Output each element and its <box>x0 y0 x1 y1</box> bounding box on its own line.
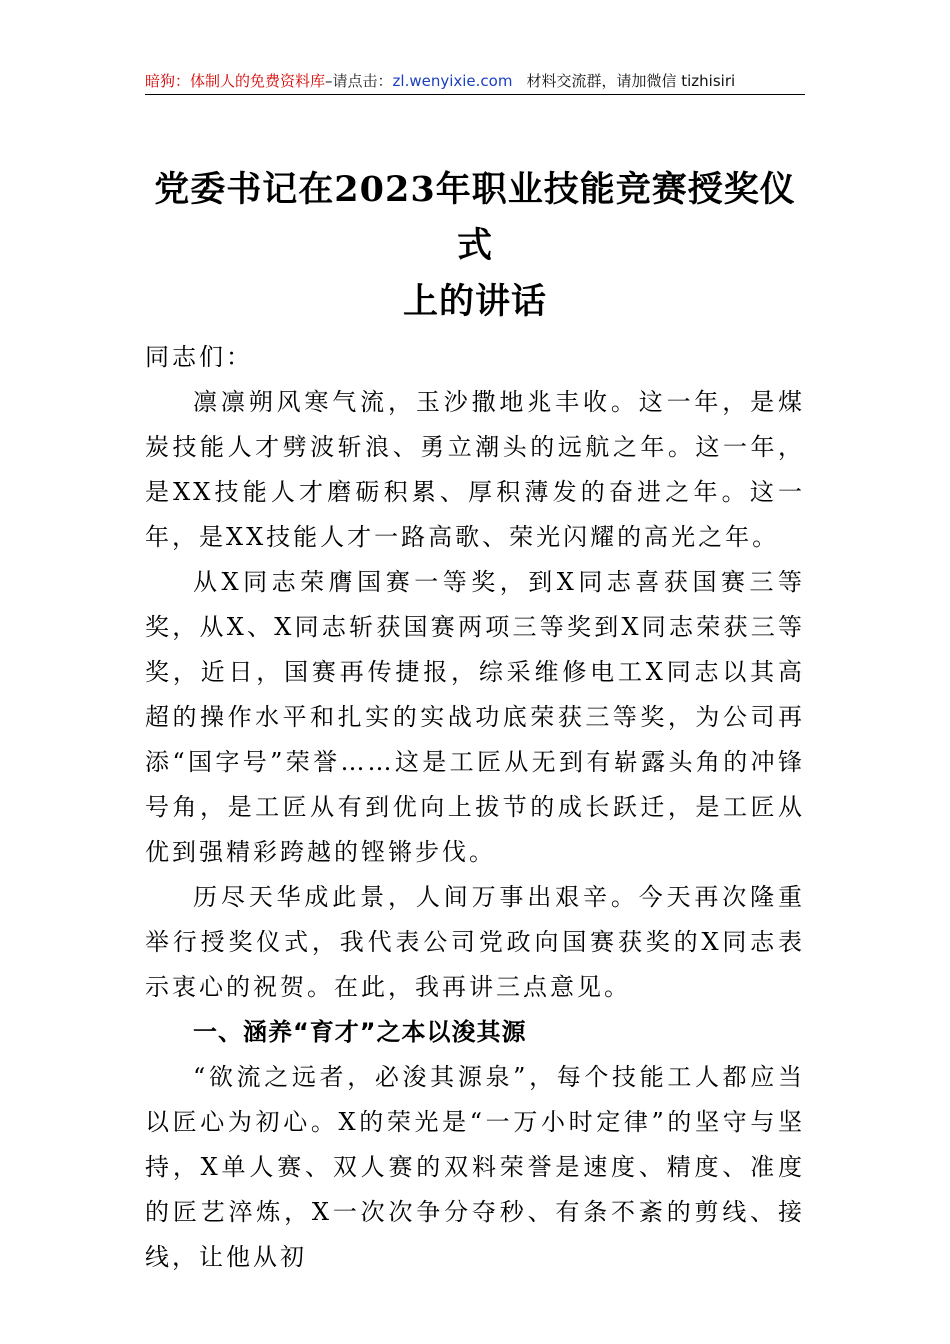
paragraph-1: 凛凛朔风寒气流，玉沙撒地兆丰收。这一年，是煤炭技能人才劈波斩浪、勇立潮头的远航之年。这一年，是XX技能人才磨砺积累、厚积薄发的奋进之年。这一年，是XX技能人才一路高歌、荣光闪耀的高光之年。 <box>145 388 805 551</box>
header-click-prompt: –请点击： <box>325 72 393 90</box>
header-site-name: 暗狗：体制人的免费资料库 <box>145 72 326 90</box>
document-title <box>145 162 805 330</box>
header-wechat-note: 材料交流群，请加微信 tizhisiri <box>526 72 736 90</box>
section-heading-1: 一、涵养“育才”之本以浚其源 <box>193 1018 527 1046</box>
header-link[interactable]: zl.wenyixie.com <box>392 72 513 90</box>
paragraph-4: “欲流之远者，必浚其源泉”，每个技能工人都应当以匠心为初心。X的荣光是“一万小时定律”的坚守与坚持，X单人赛、双人赛的双料荣誉是速度、精度、准度的匠艺淬炼，X一次次争分夺秒、有条不紊的剪线、接线，让他从初 <box>145 1063 805 1271</box>
salutation: 同志们： <box>145 343 253 371</box>
document-body <box>145 335 805 1280</box>
header-divider <box>145 94 805 95</box>
header-banner <box>145 70 805 92</box>
paragraph-2: 从X同志荣膺国赛一等奖，到X同志喜获国赛三等奖，从X、X同志斩获国赛两项三等奖到X同志荣获三等奖，近日，国赛再传捷报，综采维修电工X同志以其高超的操作水平和扎实的实战功底荣获三等奖，为公司再添“国字号”荣誉……这是工匠从无到有崭露头角的冲锋号角，是工匠从有到优向上拔节的成长跃迁，是工匠从优到强精彩跨越的铿锵步伐。 <box>145 568 805 866</box>
title-line-1: 党委书记在2023年职业技能竞赛授奖仪式 <box>154 169 796 266</box>
paragraph-3: 历尽天华成此景，人间万事出艰辛。今天再次隆重举行授奖仪式，我代表公司党政向国赛获奖的X同志表示衷心的祝贺。在此，我再讲三点意见。 <box>145 883 805 1001</box>
title-line-2: 上的讲话 <box>402 281 547 322</box>
